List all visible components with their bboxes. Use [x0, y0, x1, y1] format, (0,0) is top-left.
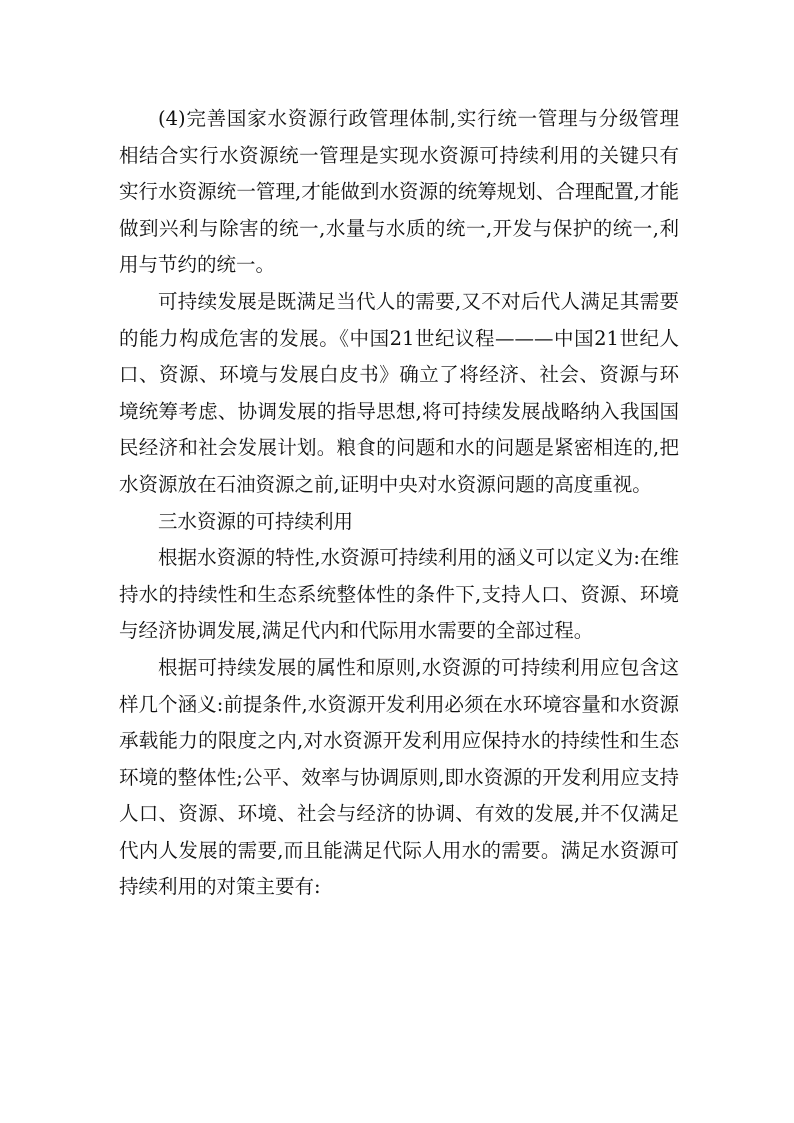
paragraph-sustainable-development: 可持续发展是既满足当代人的需要,又不对后代人满足其需要的能力构成危害的发展。《中国21世纪议程———中国21世纪人口、资源、环境与发展白皮书》确立了将经济、社会、资源与环境统筹考虑、协调发展的指导思想,将可持续发展战略纳入我国国民经济和社会发展计划。粮食的问题和水的问题是紧密相连的,把水资源放在石油资源之前,证明中央对水资源问题的高度重视。 — [119, 289, 679, 496]
section-heading: 三水资源的可持续利用 — [158, 509, 354, 533]
document-page — [119, 101, 679, 906]
paragraph-definition: 根据水资源的特性,水资源可持续利用的涵义可以定义为:在维持水的持续性和生态系统整体性的条件下,支持人口、资源、环境与经济协调发展,满足代内和代际用水需要的全部过程。 — [119, 546, 679, 643]
paragraph-principles: 根据可持续发展的属性和原则,水资源的可持续利用应包含这样几个涵义:前提条件,水资源开发利用必须在水环境容量和水资源承载能力的限度之内,对水资源开发利用应保持水的持续性和生态环境的整体性;公平、效率与协调原则,即水资源的开发利用应支持人口、资源、环境、社会与经济的协调、有效的发展,并不仅满足代内人发展的需要,而且能满足代际人用水的需要。满足水资源可持续利用的对策主要有: — [119, 655, 679, 899]
paragraph-management-system: (4)完善国家水资源行政管理体制,实行统一管理与分级管理相结合实行水资源统一管理是实现水资源可持续利用的关键只有实行水资源统一管理,才能做到水资源的统筹规划、合理配置,才能做到兴利与除害的统一,水量与水质的统一,开发与保护的统一,利用与节约的统一。 — [119, 107, 679, 277]
